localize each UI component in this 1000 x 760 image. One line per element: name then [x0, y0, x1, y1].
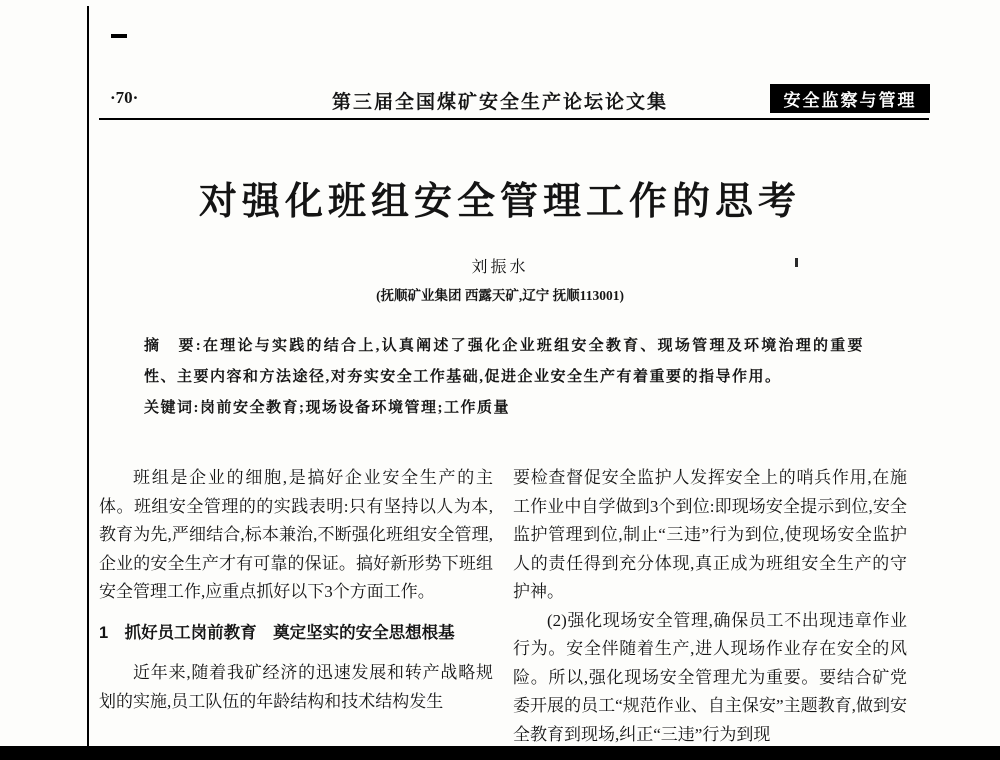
author-name: 刘振水 — [471, 259, 529, 276]
article-title: 对强化班组安全管理工作的思考 — [198, 181, 801, 223]
paragraph: 班组是企业的细胞,是搞好企业安全生产的主体。班组安全管理的的实践表明:只有坚持以人为本,教育为先,严细结合,标本兼治,不断强化班组安全管理,企业的安全生产才有可靠的保证。搞好新形势下班组安全管理工作,应重点抓好以下3个方面工作。 — [99, 468, 493, 601]
proceedings-title: 第三届全国煤矿安全生产论坛论文集 — [331, 92, 668, 113]
abstract-text: 在理论与实践的结合上,认真阐述了强化企业班组安全教育、现场管理及环境治理的重要性、主要内容和方法途径,对夯实安全工作基础,促进企业安全生产有着重要的指导作用。 — [144, 338, 864, 385]
keywords — [144, 393, 864, 424]
abstract-block — [144, 331, 864, 424]
column-badge: 安全监察与管理 — [770, 84, 930, 113]
keywords-label: 关键词: — [144, 400, 200, 416]
abstract — [144, 331, 864, 393]
page-number: ·70· — [110, 88, 139, 107]
header-divider — [99, 118, 929, 120]
author-affiliation: (抚顺矿业集团 西露天矿,辽宁 抚顺113001) — [376, 288, 624, 303]
abstract-label: 摘 要: — [144, 338, 203, 354]
paragraph: 要检查督促安全监护人发挥安全上的哨兵作用,在施工作业中自学做到3个到位:即现场安全提示到位,安全监护管理到位,制止“三违”行为到位,使现场安全监护人的责任得到充分体现,真正成为班组安全生产的守护神。 — [513, 468, 907, 601]
body-column-right — [513, 464, 907, 749]
scan-edge-left — [87, 6, 89, 746]
section-heading: 1 抓好员工岗前教育 奠定坚实的安全思想根基 — [99, 623, 455, 642]
paragraph: 近年来,随着我矿经济的迅速发展和转产战略规划的实施,员工队伍的年龄结构和技术结构发生 — [99, 663, 493, 711]
paragraph: (2)强化现场安全管理,确保员工不出现违章作业行为。安全伴随着生产,进人现场作业存在安全的风险。所以,强化现场安全管理尤为重要。要结合矿党委开展的员工“规范作业、自主保安”主题教育,做到安全教育到现场,纠正“三违”行为到现 — [513, 610, 907, 744]
scan-artifact-mark — [111, 34, 127, 38]
body-column-left — [99, 464, 493, 716]
keywords-text: 岗前安全教育;现场设备环境管理;工作质量 — [200, 400, 510, 416]
